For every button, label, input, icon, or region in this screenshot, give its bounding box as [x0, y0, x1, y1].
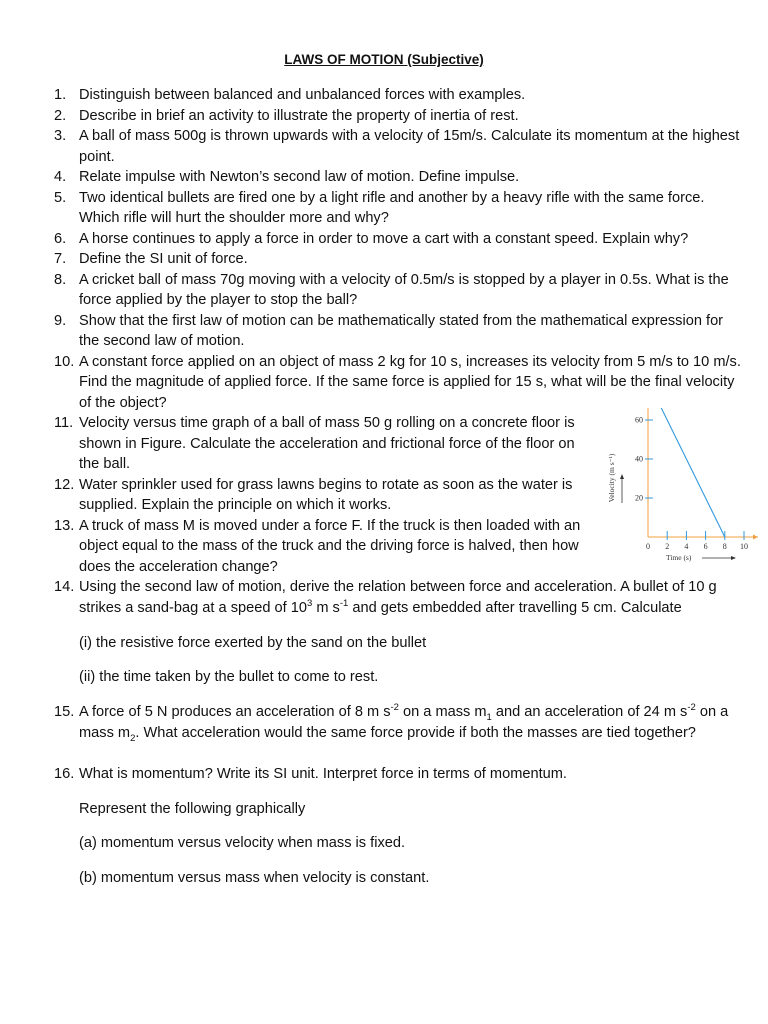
question-2	[54, 106, 744, 127]
question-number: 8.	[54, 271, 67, 288]
question-number: 1.	[54, 87, 67, 103]
question-text: Relate impulse with Newton’s second law of motion. Define impulse.	[79, 169, 520, 185]
question-text: A horse continues to apply a force in order to move a cart with a constant speed. Explain why?	[79, 230, 689, 247]
question-text: Two identical bullets are fired one by a light rifle and another by a heavy rifle with the same force. Which rifle will hurt the shoulder more and why?	[79, 189, 705, 226]
question-text: Describe in brief an activity to illustrate the property of inertia of rest.	[79, 107, 519, 124]
question-number: 4.	[54, 169, 67, 185]
question-text: Distinguish between balanced and unbalanced forces with examples.	[79, 87, 526, 103]
question-12	[54, 475, 594, 516]
question-text: Define the SI unit of force.	[79, 251, 248, 267]
graph-y-ticks	[631, 408, 653, 503]
x-tick-label: 8	[722, 542, 727, 551]
question-number: 9.	[54, 312, 67, 329]
question-text: What is momentum? Write its SI unit. Interpret force in terms of momentum.	[79, 766, 567, 782]
question-1	[54, 85, 744, 106]
question-number: 2.	[54, 107, 67, 124]
question-6	[54, 229, 744, 250]
x-axis-arrowhead	[753, 535, 758, 540]
graph-series	[648, 408, 725, 537]
question-text: A ball of mass 500g is thrown upwards with a velocity of 15m/s. Calculate its momentum at the highest point.	[79, 128, 740, 165]
y-tick-label: 40	[635, 454, 643, 464]
question-number: 7.	[54, 251, 67, 267]
question-number: 13.	[54, 517, 75, 534]
question-16	[54, 764, 744, 785]
graph-axes	[646, 408, 759, 540]
question-number: 5.	[54, 189, 67, 206]
q14-part-ii: (ii) the time taken by the bullet to come to rest.	[79, 669, 379, 685]
question-number: 14.	[54, 579, 75, 595]
question-9	[54, 311, 744, 352]
page-title: LAWS OF MOTION (Subjective)	[284, 52, 484, 67]
question-number: 6.	[54, 230, 67, 247]
question-text: A constant force applied on an object of mass 2 kg for 10 s, increases its velocity from 5 m/s to 10 m/s. Find the magnitude of applied force. If the same force is applied for 15 s, what will be the final velocity of the object?	[79, 353, 741, 411]
question-text: A truck of mass M is moved under a force F. If the truck is then loaded with an object equal to the mass of the truck and the driving force is halved, then how does the acceleration change?	[79, 517, 581, 575]
graph-x-ticks	[646, 531, 748, 551]
q16-part-a: (a) momentum versus velocity when mass is fixed.	[79, 835, 406, 851]
question-text: Using the second law of motion, derive the relation between force and acceleration. A bullet of 10 g strikes a sand-bag at a speed of $10^3$ m $s^{-1}$ and gets embedded after travelling 5 cm. Calculate	[79, 579, 717, 616]
question-text: Velocity versus time graph of a ball of mass 50 g rolling on a concrete floor is shown in Figure. Calculate the acceleration and frictional force of the floor on the ball.	[79, 415, 575, 472]
question-number: 16.	[54, 766, 75, 782]
up-arrow-head	[620, 474, 624, 479]
x-tick-label: 6	[703, 542, 708, 551]
x-tick-label: 0	[646, 542, 650, 551]
question-10	[54, 352, 744, 414]
velocity-time-graph	[600, 408, 766, 568]
x-tick-label: 2	[665, 542, 670, 551]
question-4	[54, 167, 744, 188]
q14-part-i: (i) the resistive force exerted by the sand on the bullet	[79, 635, 427, 651]
question-15	[54, 702, 744, 743]
y-tick-label: 60	[635, 415, 643, 425]
question-number: 11.	[54, 415, 74, 431]
question-3	[54, 126, 744, 167]
question-number: 12.	[54, 476, 75, 493]
question-11	[54, 413, 594, 475]
question-8	[54, 270, 744, 311]
y-axis-label: Velocity (m s⁻¹)	[607, 453, 616, 503]
x-axis-label: Time (s)	[666, 553, 692, 562]
velocity-line	[648, 408, 725, 537]
q16-intro: Represent the following graphically	[79, 801, 306, 817]
q16-part-b: (b) momentum versus mass when velocity is constant.	[79, 870, 430, 886]
right-arrow-head	[731, 556, 736, 560]
y-tick-label: 20	[635, 493, 643, 503]
question-text: A force of 5 N produces an acceleration of 8 m $s^{-2}$ on a mass $m_1$ and an acceleration of 24 m $s^{-2}$ on a mass $m_2$. What acceleration would the same force provide if both the masses are tied together?	[79, 702, 729, 744]
axis-direction-arrows	[620, 474, 736, 560]
question-13	[54, 516, 594, 578]
question-text: Show that the first law of motion can be mathematically stated from the mathematical expression for the second law of motion.	[79, 312, 724, 349]
question-number: 10.	[54, 353, 75, 370]
question-number: 3.	[54, 128, 67, 144]
question-text: A cricket ball of mass 70g moving with a velocity of 0.5m/s is stopped by a player in 0.5s. What is the force applied by the player to stop the ball?	[79, 271, 729, 308]
question-5	[54, 188, 744, 229]
x-tick-label: 4	[684, 542, 689, 551]
question-14	[54, 577, 744, 618]
question-text: Water sprinkler used for grass lawns begins to rotate as soon as the water is supplied. Explain the principle on which it works.	[79, 476, 573, 513]
question-number: 15.	[54, 704, 75, 720]
question-7	[54, 249, 744, 270]
x-tick-label: 10	[740, 542, 748, 551]
